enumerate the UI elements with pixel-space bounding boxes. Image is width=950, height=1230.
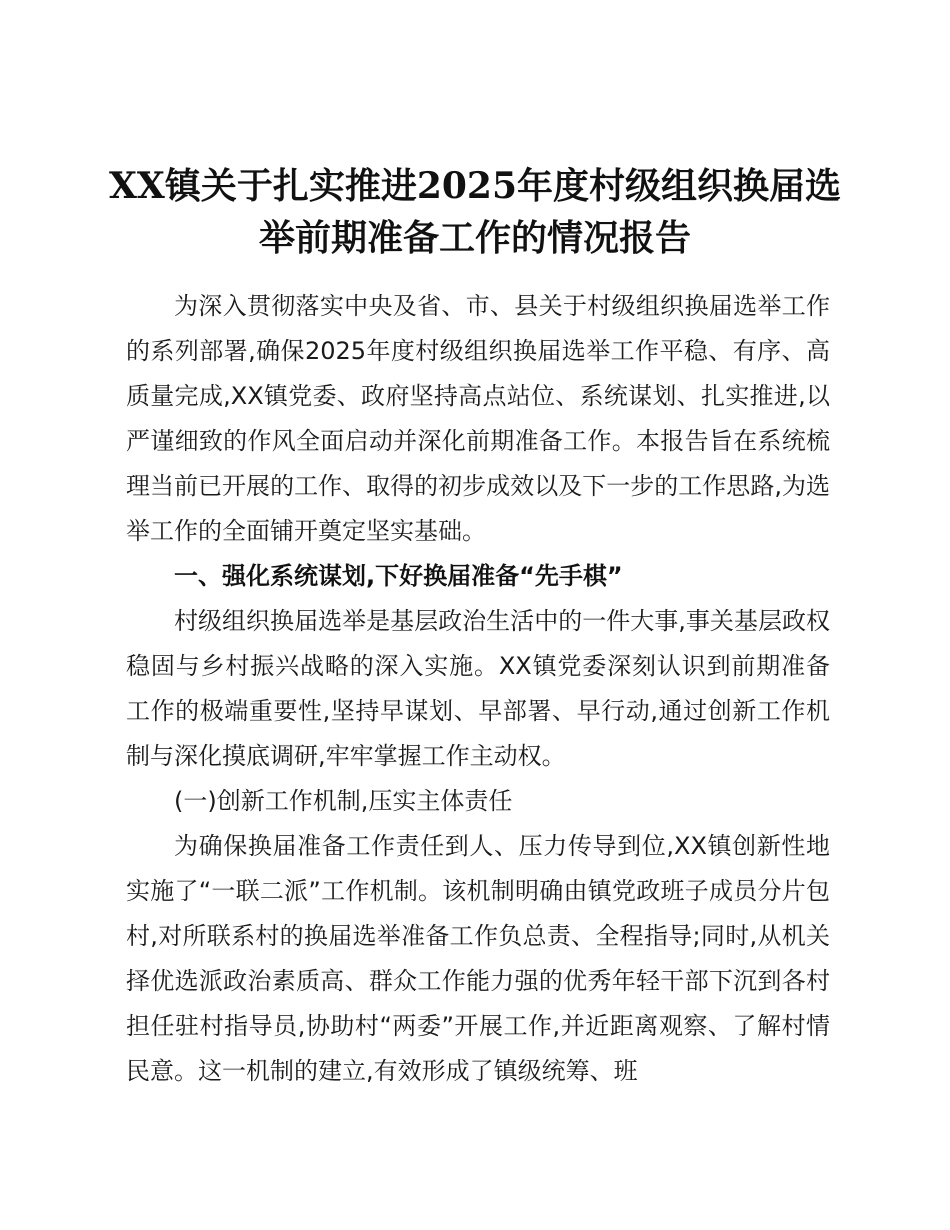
subsection-1-paragraph: 为确保换届准备工作责任到人、压力传导到位,XX镇创新性地实施了“一联二派”工作机制。该机制明确由镇党政班子成员分片包村,对所联系村的换届选举准备工作负总责、全程指导;同时,从机关择优选派政治素质高、群众工作能力强的优秀年轻干部下沉到各村担任驻村指导员,协助村“两委”开展工作,并近距离观察、了解村情民意。这一机制的建立,有效形成了镇级统筹、班 — [126, 832, 830, 1085]
subsection-heading-1: (一)创新工作机制,压实主体责任 — [174, 787, 513, 815]
section-heading-1: 一、强化系统谋划,下好换届准备“先手棋” — [174, 562, 623, 590]
document-title: XX镇关于扎实推进2025年度村级组织换届选举前期准备工作的情况报告 — [108, 165, 842, 259]
intro-paragraph: 为深入贯彻落实中央及省、市、县关于村级组织换届选举工作的系列部署,确保2025年度村级组织换届选举工作平稳、有序、高质量完成,XX镇党委、政府坚持高点站位、系统谋划、扎实推进,以严谨细致的作风全面启动并深化前期准备工作。本报告旨在系统梳理当前已开展的工作、取得的初步成效以及下一步的工作思路,为选举工作的全面铺开奠定坚实基础。 — [126, 292, 830, 545]
section-1-paragraph: 村级组织换届选举是基层政治生活中的一件大事,事关基层政权稳固与乡村振兴战略的深入实施。XX镇党委深刻认识到前期准备工作的极端重要性,坚持早谋划、早部署、早行动,通过创新工作机制与深化摸底调研,牢牢掌握工作主动权。 — [126, 607, 830, 770]
document-body — [126, 284, 830, 1094]
